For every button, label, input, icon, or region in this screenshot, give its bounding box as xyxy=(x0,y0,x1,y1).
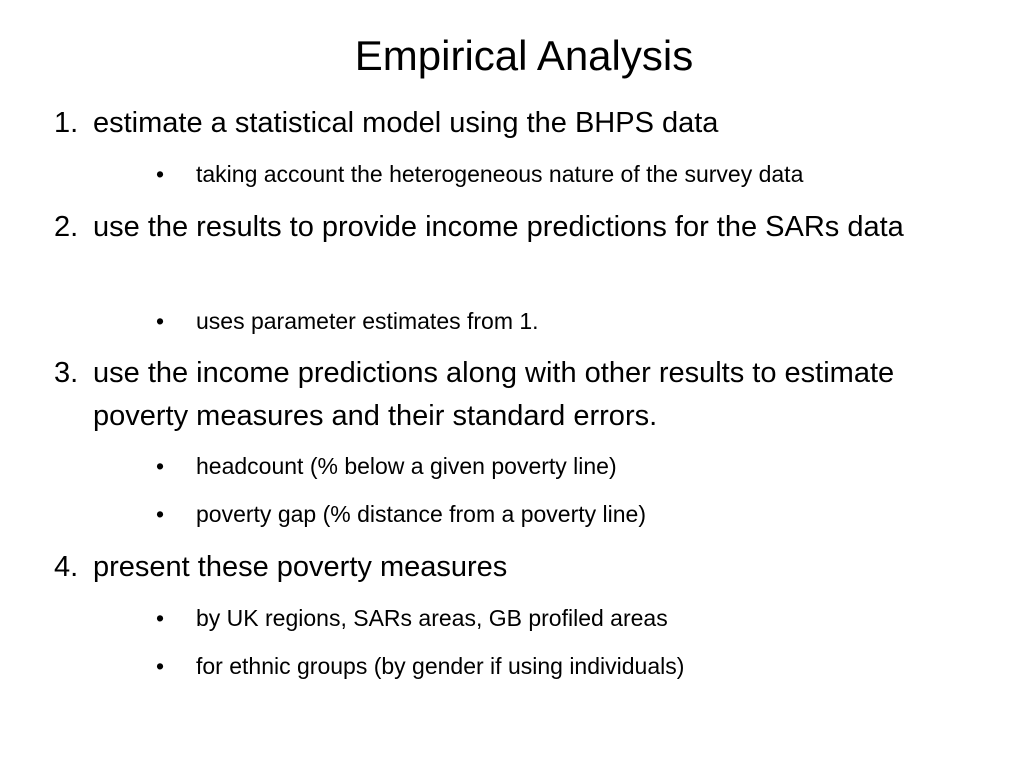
bullet-text: uses parameter estimates from 1. xyxy=(196,308,539,334)
bullet-dot: • xyxy=(156,501,165,527)
bullet-text: by UK regions, SARs areas, GB profiled areas xyxy=(196,605,668,631)
point-text: use the results to provide income predictions for the SARs data xyxy=(93,211,904,243)
bullet-text: headcount (% below a given poverty line) xyxy=(196,453,617,479)
point-number: 3. xyxy=(54,357,79,389)
numbered-point-1 xyxy=(54,102,984,145)
numbered-point-3 xyxy=(54,352,984,438)
numbered-point-2 xyxy=(54,206,984,249)
point-text: estimate a statistical model using the BHPS data xyxy=(93,107,719,139)
bullet-text: for ethnic groups (by gender if using individuals) xyxy=(196,653,685,679)
point-number: 1. xyxy=(54,107,79,139)
point-number: 4. xyxy=(54,551,79,583)
slide-title: Empirical Analysis xyxy=(354,32,694,79)
bullet-dot: • xyxy=(156,161,165,187)
point-text: present these poverty measures xyxy=(93,551,508,583)
bullet-text: poverty gap (% distance from a poverty line) xyxy=(196,501,646,527)
bullet-dot: • xyxy=(156,605,165,631)
bullet-dot: • xyxy=(156,453,165,479)
numbered-point-4 xyxy=(54,546,984,589)
point-number: 2. xyxy=(54,211,79,243)
bullet-dot: • xyxy=(156,308,165,334)
point-text: use the income predictions along with other results to estimate poverty measures and their standard errors. xyxy=(93,357,895,432)
bullet-dot: • xyxy=(156,653,165,679)
bullet-text: taking account the heterogeneous nature of the survey data xyxy=(196,161,804,187)
